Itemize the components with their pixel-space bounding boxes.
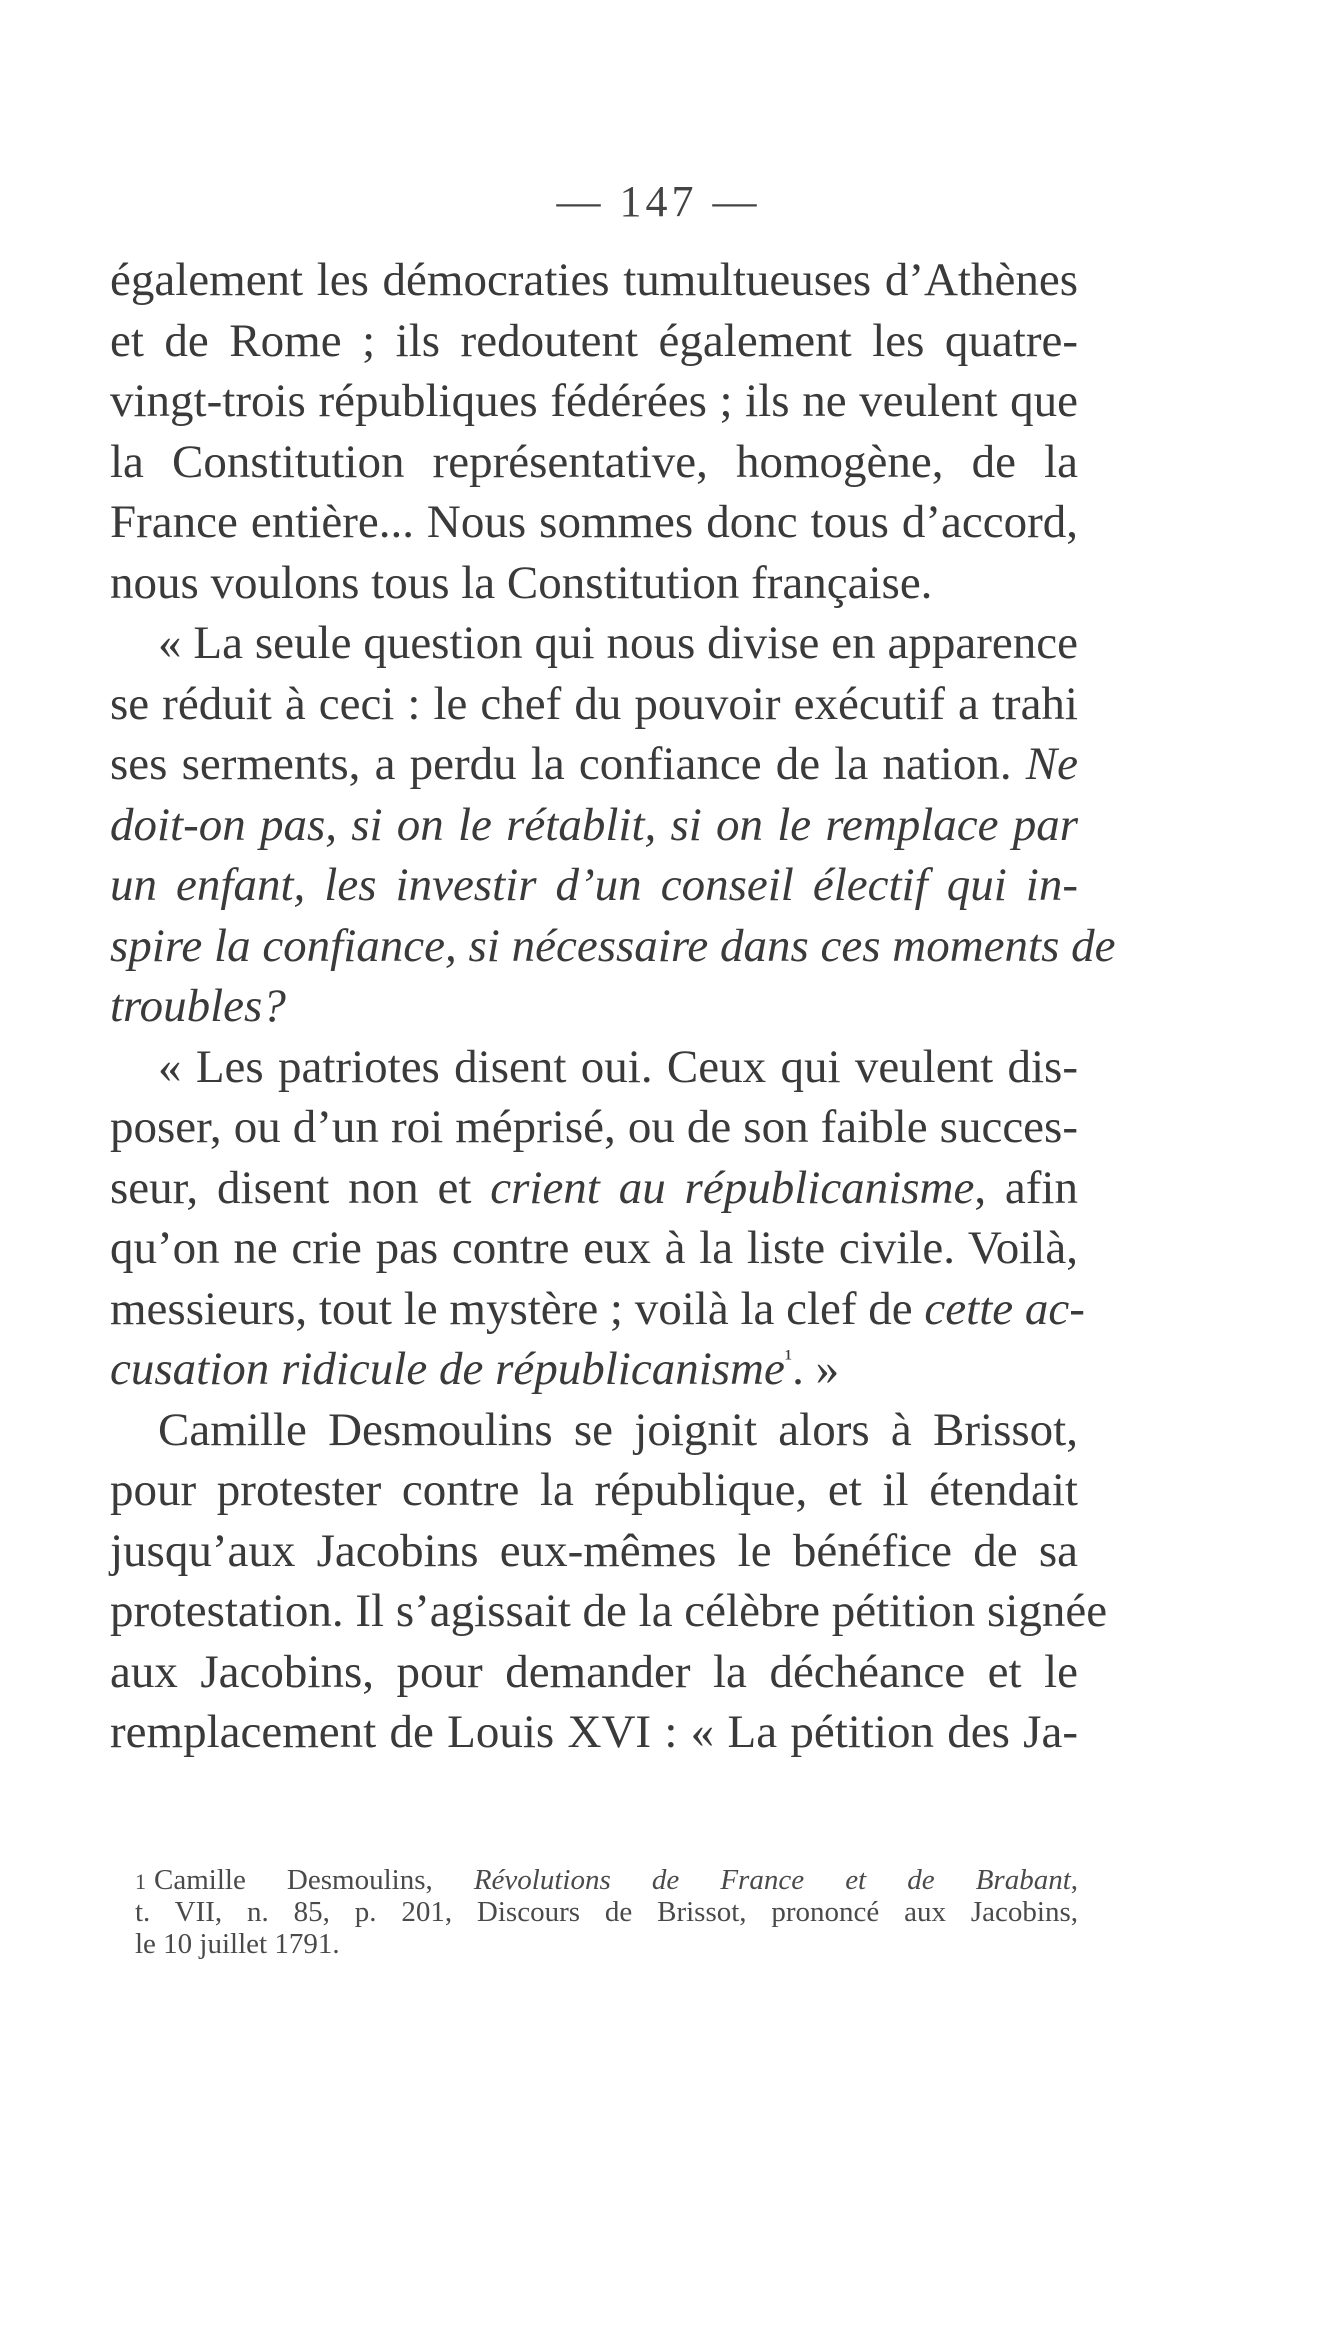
page-number: — 147 — (556, 177, 761, 226)
italic-text-segment: spire la confiance, si nécessaire dans ces moments de (110, 919, 1116, 972)
text-line (110, 432, 1078, 493)
text-segment: et de Rome ; ils redoutent également les quatre- (110, 314, 1078, 367)
footnote-segment: t. VII, n. 85, p. 201, Discours de Brissot, prononcé aux Jacobins, (135, 1896, 1078, 1928)
text-line (110, 1339, 1078, 1400)
body-text (110, 250, 1116, 1763)
text-segment: aux Jacobins, pour demander la déchéance et le (110, 1645, 1078, 1698)
text-segment: qu’on ne crie pas contre eux à la liste civile. Voilà, (110, 1222, 1078, 1274)
italic-text-segment: Ne (1025, 738, 1078, 790)
text-segment: se réduit à ceci : le chef du pouvoir exécutif a trahi (110, 677, 1078, 730)
italic-text-segment: cusation ridicule de républicanisme (110, 1343, 785, 1395)
text-segment: poser, ou d’un roi méprisé, ou de son faible succes- (110, 1101, 1078, 1153)
text-line (110, 1218, 1078, 1279)
footnote-line (135, 1896, 1078, 1928)
text-line (110, 311, 1078, 372)
text-segment: pour protester contre la république, et il étendait (110, 1464, 1078, 1516)
text-line (110, 1279, 1085, 1340)
text-segment: ses serments, a perdu la confiance de la nation. (110, 738, 1026, 790)
text-line (110, 1037, 1078, 1098)
text-line (110, 734, 1078, 795)
footnote-italic-segment: Révolutions de France et de Brabant (473, 1864, 1071, 1896)
italic-text-segment: crient au républicanisme (490, 1161, 975, 1214)
text-segment: seur, disent non et (110, 1161, 491, 1214)
text-line (110, 674, 1078, 735)
text-line (110, 976, 1078, 1037)
italic-text-segment: doit-on pas, si on le rétablit, si on le remplace par (110, 798, 1078, 851)
text-segment: vingt-trois républiques fédérées ; ils ne veulent que (110, 375, 1078, 427)
text-segment: jusqu’aux Jacobins eux-mêmes le bénéfice de sa (110, 1524, 1078, 1577)
text-line (110, 1642, 1078, 1703)
text-line (110, 1460, 1078, 1521)
text-segment: « La seule question qui nous divise en apparence (158, 617, 1078, 669)
footnote-reference: ¹ (784, 1346, 793, 1372)
text-line (110, 553, 1078, 614)
text-segment: , afin (974, 1161, 1078, 1214)
text-segment: « Les patriotes disent oui. Ceux qui veulent dis- (158, 1040, 1078, 1093)
footnote-segment: le 10 juillet 1791. (135, 1928, 340, 1960)
text-line (110, 1158, 1078, 1219)
text-line (110, 371, 1078, 432)
footnotes (135, 1864, 1078, 1960)
text-segment: Camille Desmoulins se joignit alors à Brissot, (158, 1403, 1078, 1456)
italic-text-segment: un enfant, les investir d’un conseil électif qui in- (110, 859, 1078, 911)
text-line (110, 916, 1116, 977)
text-segment: remplacement de Louis XVI : « La pétition des Ja- (110, 1706, 1078, 1758)
footnote-segment: Camille Desmoulins, (154, 1864, 474, 1896)
text-line (110, 795, 1078, 856)
footnote-number: 1 (135, 1869, 146, 1894)
footnote-segment: , (1070, 1864, 1079, 1896)
text-line (110, 250, 1078, 311)
text-line (110, 1521, 1078, 1582)
text-segment: . » (792, 1343, 840, 1395)
text-line (110, 1400, 1078, 1461)
italic-text-segment: troubles? (110, 980, 286, 1032)
text-segment: messieurs, tout le mystère ; voilà la clef de (110, 1282, 925, 1335)
text-segment: la Constitution représentative, homogène, de la (110, 435, 1078, 488)
text-segment: France entière... Nous sommes donc tous d’accord, (110, 496, 1078, 548)
text-segment: protestation. Il s’agissait de la célèbre pétition signée (110, 1585, 1108, 1637)
text-line (110, 855, 1078, 916)
text-segment: nous voulons tous la Constitution française. (110, 556, 933, 609)
footnote-line (135, 1928, 1078, 1960)
footnote-line (135, 1864, 1078, 1896)
text-line (110, 1097, 1078, 1158)
text-line (110, 492, 1078, 553)
text-segment: également les démocraties tumultueuses d’Athènes (110, 254, 1078, 306)
text-line (110, 1702, 1078, 1763)
italic-text-segment: cette ac- (924, 1282, 1085, 1335)
text-line (110, 613, 1078, 674)
text-line (110, 1581, 1108, 1642)
